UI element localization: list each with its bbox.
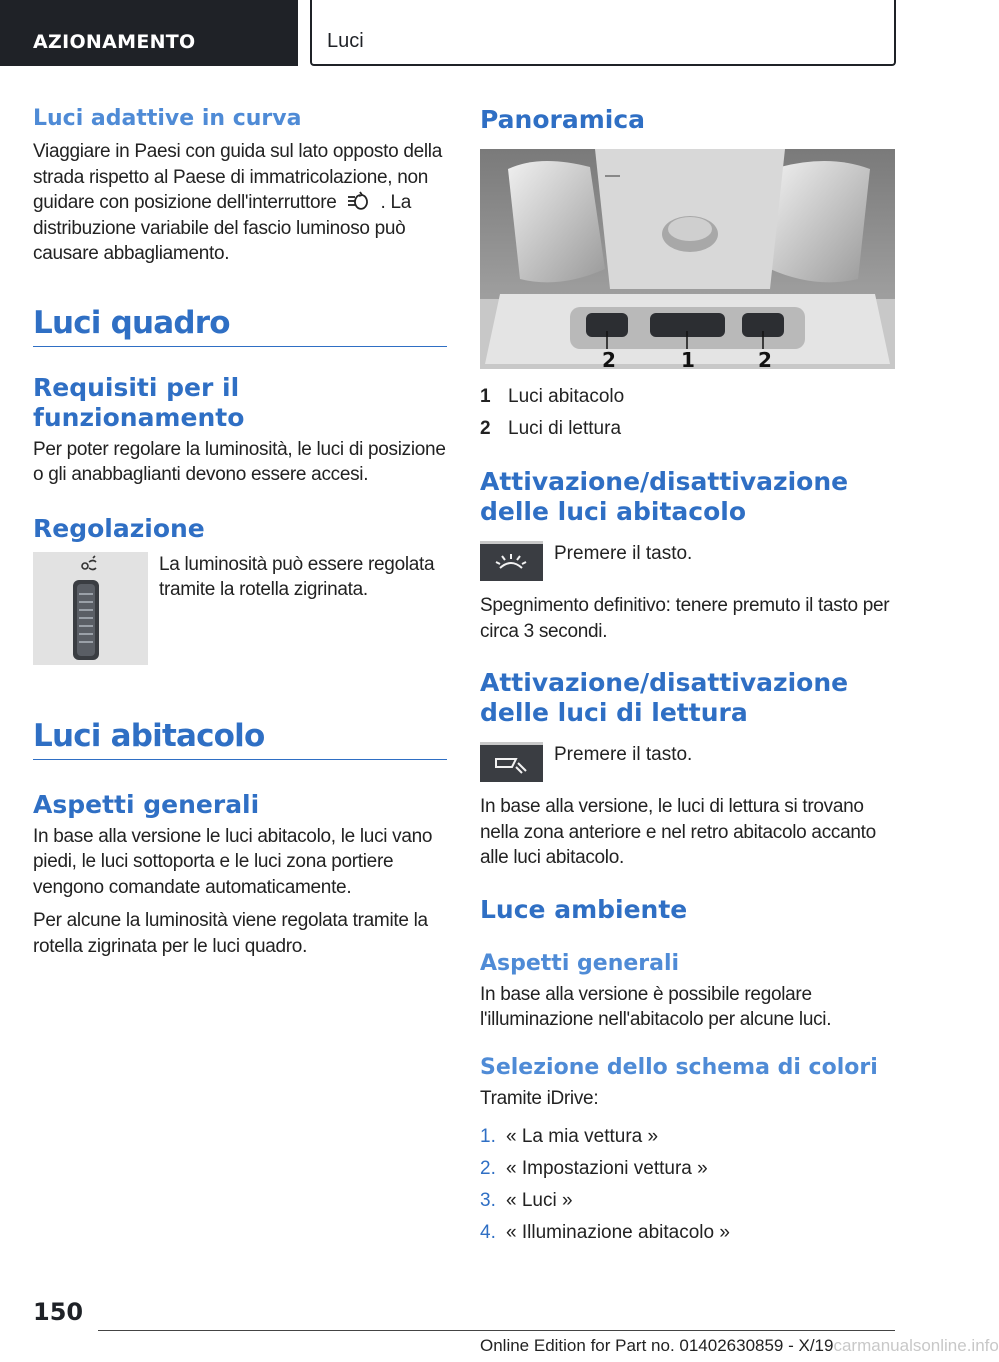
adaptive-title: Luci adattive in curva: [33, 106, 302, 131]
footer-divider: [98, 1330, 895, 1331]
attiv-abitacolo-title: Attivazione/disattivazione delle luci abitacolo: [480, 467, 849, 526]
reading-light-button-row: [480, 742, 895, 794]
list-item: 2. « Impostazioni vettura »: [480, 1158, 708, 1179]
list-item: 3. « Luci »: [480, 1190, 573, 1211]
overhead-console-photo: [480, 149, 895, 372]
watermark: carmanualsonline.info: [833, 1336, 999, 1355]
panorama-label-right: 2: [758, 348, 772, 372]
attiv-lettura-title: Attivazione/disattivazione delle luci di lettura: [480, 668, 849, 727]
reading-light-button-icon: [480, 742, 543, 782]
panorama-label-center: 1: [681, 348, 695, 372]
left-column: [33, 100, 447, 959]
section-tab: AZIONAMENTO: [0, 0, 298, 66]
interior-light-button-icon: [480, 541, 543, 581]
luci-quadro-title: Luci quadro: [33, 303, 447, 347]
ambiente-aspetti-title: Aspetti generali: [480, 950, 680, 976]
panorama-legend: [480, 381, 895, 445]
footer-edition: Online Edition for Part no. 01402630859 - X/19carmanualsonline.info: [480, 1336, 999, 1355]
aspetti-text-1: In base alla versione le luci abitacolo, le luci vano piedi, le luci sottoporta e le luci zona portiere vengono comandate automaticamente.: [33, 825, 433, 898]
aspetti-generali-title: Aspetti generali: [33, 789, 260, 819]
selezione-title: Selezione dello schema di colori: [480, 1054, 878, 1080]
aspetti-text-2: Per alcune la luminosità viene regolata tramite la rotella zigrinata per le luci quadro.: [33, 910, 428, 957]
dimmer-wheel-icon: [33, 552, 148, 665]
regolazione-title: Regolazione: [33, 513, 205, 543]
panoramica-title: Panoramica: [480, 105, 646, 134]
legend-item: 1 Luci abitacolo: [480, 386, 625, 407]
interior-light-text: Spegnimento definitivo: tenere premuto il tasto per circa 3 secondi.: [480, 595, 890, 642]
headlight-adaptive-icon: [346, 191, 372, 211]
requisiti-title: Requisiti per il funzionamento: [33, 372, 245, 432]
regolazione-figure: [33, 552, 447, 676]
idrive-steps: [480, 1121, 895, 1249]
reading-light-instruction: Premere il tasto.: [554, 744, 693, 765]
interior-light-instruction: Premere il tasto.: [554, 543, 693, 564]
list-item: 1. « La mia vettura »: [480, 1126, 659, 1147]
page-number: 150: [33, 1298, 84, 1326]
reading-light-text: In base alla versione, le luci di lettura si trovano nella zona anteriore e nel retro abitacolo accanto alle luci abitacolo.: [480, 796, 876, 868]
adaptive-text: Viaggiare in Paesi con guida sul lato opposto della strada rispetto al Paese di immatricolazione, non guidare con posizione dell'interruttore . La distribuzione variabile del fascio luminoso può causare abbagliamento.: [33, 141, 442, 264]
luci-abitacolo-title: Luci abitacolo: [33, 716, 447, 760]
topic-tab: Luci: [310, 0, 896, 66]
regolazione-text: La luminosità può essere regolata tramite la rotella zigrinata.: [159, 553, 435, 600]
panorama-label-left: 2: [602, 348, 616, 372]
luce-ambiente-title: Luce ambiente: [480, 894, 688, 924]
list-item: 4. « Illuminazione abitacolo »: [480, 1222, 730, 1243]
interior-light-button-row: [480, 541, 895, 593]
ambiente-aspetti-text: In base alla versione è possibile regolare l'illuminazione nell'abitacolo per alcune luci.: [480, 983, 832, 1030]
legend-item: 2 Luci di lettura: [480, 418, 622, 439]
right-column: [480, 100, 895, 1249]
selezione-text: Tramite iDrive:: [480, 1087, 599, 1109]
requisiti-text: Per poter regolare la luminosità, le luci di posizione o gli anabbaglianti devono essere accesi.: [33, 438, 446, 485]
